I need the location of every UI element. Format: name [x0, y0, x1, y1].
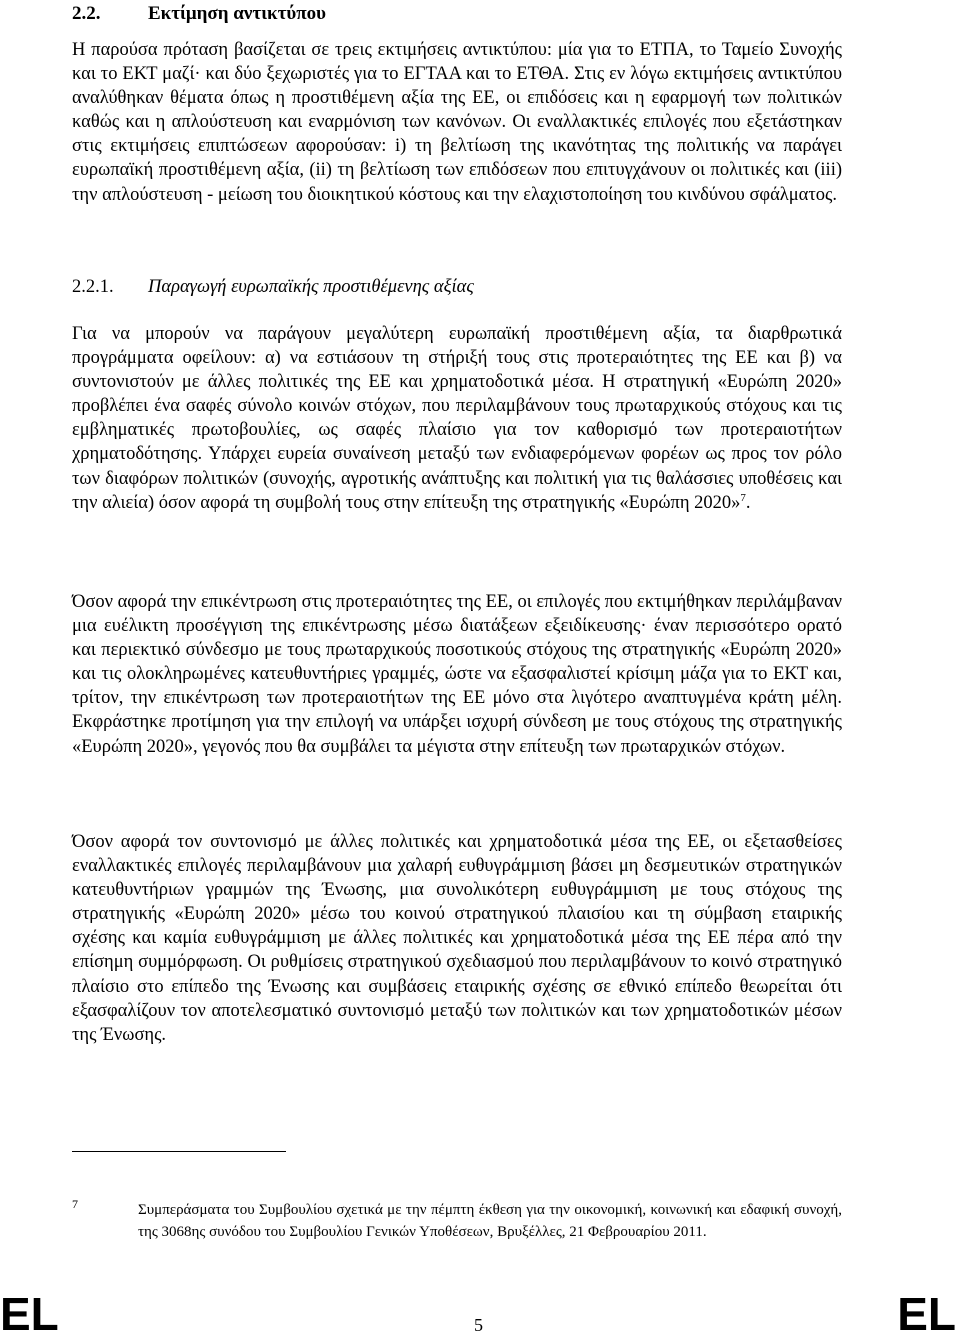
language-code-right: EL [897, 1288, 956, 1340]
paragraph-1: Η παρούσα πρόταση βασίζεται σε τρεις εκτιμήσεις αντικτύπου: μία για το ΕΤΠΑ, το Ταμείο Συνοχής και το ΕΚΤ μαζί· και δύο ξεχωριστές για το ΕΓΤΑΑ και το ΕΤΘΑ. Στις εν λόγω εκτιμήσεις αντικτύπου αναλύθηκαν θέματα όπως η προστιθέμενη αξία της ΕΕ, οι επιδόσεις και η εφαρμογή των πολιτικών καθώς και η απλούστευση και εναρμόνιση των κανόνων. Οι εναλλακτικές επιλογές που εξετάστηκαν στις εκτιμήσεις επιπτώσεων αφορούσαν: i) τη βελτίωση της ικανότητας της πολιτικής να παράγει ευρωπαϊκή προστιθέμενη αξία, (ii) τη βελτίωση των επιδόσεων που επιτυγχάνουν οι πολιτικές και (iii) την απλούστευση - μείωση του διοικητικού κόστους και την ελαχιστοποίηση του κινδύνου σφάλματος. [72, 40, 842, 205]
language-code-left: EL [0, 1288, 59, 1340]
footnote-number: 7 [72, 1197, 78, 1211]
subsection-title: Παραγωγή ευρωπαϊκής προστιθέμενης αξίας [148, 277, 474, 297]
paragraph-3: Όσον αφορά την επικέντρωση στις προτεραιότητες της ΕΕ, οι επιλογές που εκτιμήθηκαν περιλάμβαναν μια ευέλικτη προσέγγιση της επικέντρωσης μέσω διατάξεων εξειδίκευσης· έναν περισσότερο ορατό και περιεκτικό σύνδεσμο με τους πρωταρχικούς ποσοτικούς στόχους της στρατηγικής «Ευρώπη 2020» και τις ολοκληρωμένες κατευθυντήριες γραμμές, ώστε να εξασφαλιστεί κρίσιμη μάζα για το ΕΚΤ και, τρίτον, την επικέντρωση των προτεραιοτήτων της ΕΕ μόνο στα λιγότερο αναπτυγμένα κράτη μέλη. Εκφράστηκε προτίμηση για την επιλογή να υπάρξει ισχυρή σύνδεση με τους στόχους της στρατηγικής «Ευρώπη 2020», γεγονός που θα συμβάλει τα μέγιστα στην επίτευξη των πρωταρχικών στόχων. [72, 592, 842, 757]
subsection-number: 2.2.1. [72, 277, 114, 297]
footnote-reference[interactable]: 7 [740, 491, 746, 504]
section-number: 2.2. [72, 3, 101, 24]
page-number: 5 [474, 1315, 483, 1335]
footnote-separator [72, 1151, 286, 1152]
subsection-heading [72, 275, 474, 299]
paragraph-4: Όσον αφορά τον συντονισμό με άλλες πολιτικές και χρηματοδοτικά μέσα της ΕΕ, οι εξετασθείσες εναλλακτικές επιλογές περιλαμβάνουν μια χαλαρή ευθυγράμμιση βάσει μη δεσμευτικών στρατηγικών κατευθυντήριων γραμμών της Ένωσης, μια συνολικότερη ευθυγράμμιση με τους στόχους της στρατηγικής «Ευρώπη 2020» μέσω του κοινού στρατηγικού πλαισίου και τη σύμβαση εταιρικής σχέσης και καμία ευθυγράμμιση με άλλες πολιτικές και χρηματοδοτικά μέσα της ΕΕ πέρα από την επίσημη συμμόρφωση. Οι ρυθμίσεις στρατηγικού σχεδιασμού που περιλαμβάνουν το κοινό στρατηγικό πλαίσιο στο επίπεδο της Ένωσης και συμβάσεις εταιρικής σχέσης σε εθνικό επίπεδο θεωρείται ότι εξασφαλίζουν τον αποτελεσματικό συντονισμό μεταξύ των πολιτικών και των χρηματοδοτικών μέσων της Ένωσης. [72, 832, 842, 1045]
paragraph-2 [72, 322, 842, 515]
paragraph-2-text: Για να μπορούν να παράγουν μεγαλύτερη ευρωπαϊκή προστιθέμενη αξία, τα διαρθρωτικά προγράμματα οφείλουν: α) να εστιάσουν τη στήριξή τους στις προτεραιότητες της ΕΕ και β) να συντονιστούν με άλλες πολιτικές της ΕΕ και χρηματοδοτικά μέσα. Η στρατηγική «Ευρώπη 2020» προβλέπει ένα σαφές σύνολο κοινών στόχων, που περιλαμβάνουν τους πρωταρχικούς στόχους και τις εμβληματικές πρωτοβουλίες, ως σαφές πλαίσιο για τον καθορισμό των προτεραιοτήτων χρηματοδότησης. Υπάρχει ευρεία συναίνεση μεταξύ των ενδιαφερόμενων φορέων ως προς τον ρόλο των διαφόρων πολιτικών (συνοχής, αγροτικής ανάπτυξης και πολιτική για τις θαλάσσιες υποθέσεις και την αλιεία) όσον αφορά τη συμβολή τους στην επίτευξη της στρατηγικής «Ευρώπη 2020» [72, 324, 842, 513]
section-heading [72, 2, 326, 26]
section-title: Εκτίμηση αντικτύπου [148, 3, 326, 24]
footnote-text: Συμπεράσματα του Συμβουλίου σχετικά με την πέμπτη έκθεση για την οικονομική, κοινωνική και εδαφική συνοχή, της 3068ης συνόδου του Συμβουλίου Γενικών Υποθέσεων, Βρυξέλλες, 21 Φεβρουαρίου 2011. [138, 1202, 842, 1240]
paragraph-2-end: . [745, 492, 751, 513]
